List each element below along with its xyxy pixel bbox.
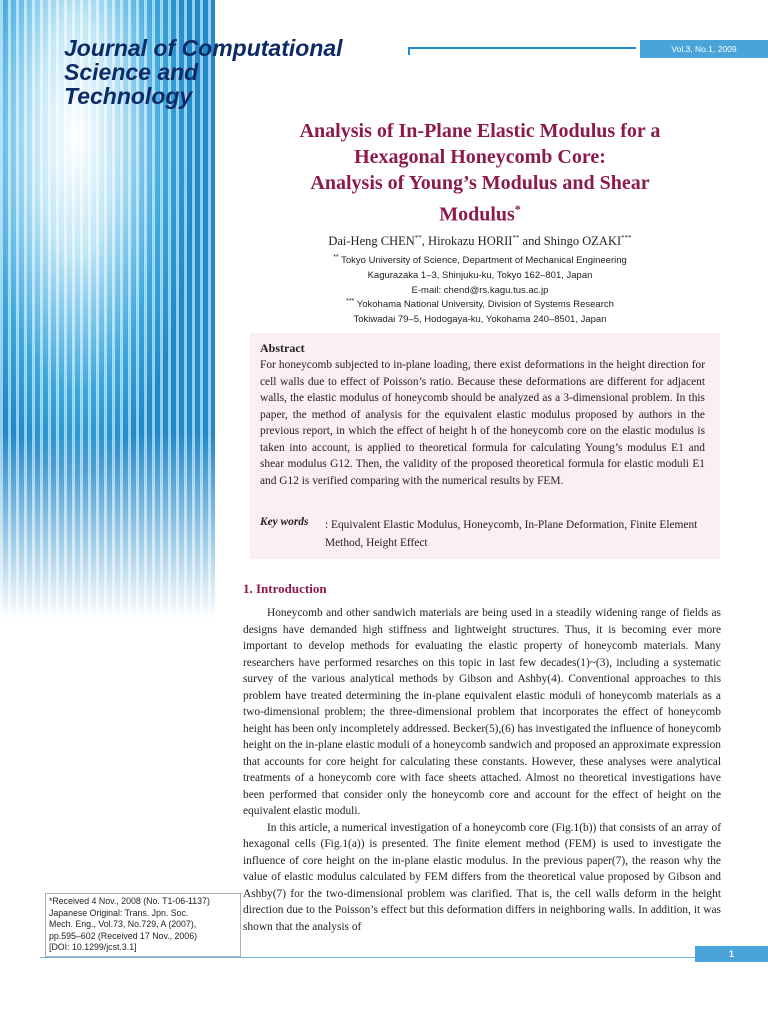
abstract-heading: Abstract <box>260 341 305 355</box>
header-rule <box>408 47 636 49</box>
paper-title <box>240 118 720 228</box>
footer-rule <box>40 957 695 958</box>
body-paragraph: In this article, a numerical investigation of a honeycomb core (Fig.1(b)) that consists of an array of hexagonal cells (Fig.1(a)) is presented. The finite element method (FEM) is used to investigate the influence of core height on the in-plane elastic modulus. In the previous paper(7), the reason why the value of elastic modulus calculated by FEM differs from the theoretical value proposed by Gibson and Ashby(7) for the two-dimensional problem was clarified. That is, the cell walls deform in the height direction due to the Poisson’s effect but this deformation differs in neighboring walls. In addition, it was shown that the analysis of <box>243 821 721 933</box>
affiliation-mark: ** <box>333 254 339 261</box>
paper-title-line: Analysis of Young’s Modulus and Shear <box>310 172 650 194</box>
keywords-label: Key words <box>260 516 309 528</box>
footnote-line: Mech. Eng., Vol.73, No.729, A (2007), <box>49 919 197 929</box>
paper-title-last: Modulus <box>439 203 515 226</box>
affiliation-email[interactable]: E-mail: chend@rs.kagu.tus.ac.jp <box>411 285 549 297</box>
affiliation-text: Tokyo University of Science, Department of Mechanical Engineering <box>341 255 627 267</box>
page-number: 1 <box>695 946 768 962</box>
author-name: Shingo OZAKI <box>543 234 622 249</box>
received-footnote <box>45 893 241 957</box>
body-paragraph: Honeycomb and other sandwich materials are being used in a steadily widening range of fields as designs have demanded high stiffness and lightweight structures. Thus, it is becoming ever more important to develop methods for evaluating the elastic property of honeycomb materials. Many researchers have performed resarches on this topic in last few decades(1)~(3), including a systematic survey of the various analytical methods by Gibson and Ashby(4). Conventional approaches to this problem have treated determining the in-plane equivalent elastic moduli of honeycomb materials as a two-dimensional problem; the three-dimensional problem that incorporates the effect of honeycomb height has been only incompletely addressed. Becker(5),(6) has investigated the influence of honeycomb height on the in-plane elastic moduli of a honeycomb sandwich and proposed an approximate expression that accounts for core height for calculating these constants. However, these analyses were analytical treatments of a honeycomb core with face sheets attached. Almost no theoretical investigations have been performed that consider only the honeycomb core and account for the effect of height on the equivalent elastic moduli. <box>243 607 721 817</box>
author-list: Dai-Heng CHEN**, Hirokazu HORII** and Shingo OZAKI*** <box>328 234 632 249</box>
journal-title-line: Journal of Computational <box>64 35 343 61</box>
intro-body <box>243 605 721 935</box>
author-mark: *** <box>621 234 632 242</box>
author-conjunction: and <box>522 234 541 249</box>
affiliation-line <box>240 294 720 312</box>
affiliation-text: Yokohama National University, Division of Systems Research <box>356 299 614 311</box>
section-heading: 1. Introduction <box>243 581 327 596</box>
author-mark: ** <box>414 234 422 242</box>
title-footnote-mark: * <box>514 202 521 216</box>
affiliation-line <box>240 250 720 268</box>
footnote-line: Japanese Original: Trans. Jpn. Soc. <box>49 907 189 918</box>
footnote-line: *Received 4 Nov., 2008 (No. T1-06-1137) <box>49 896 210 906</box>
journal-title <box>64 36 343 108</box>
affiliation-line: Tokiwadai 79–5, Hodogaya-ku, Yokohama 240–8501, Japan <box>353 314 607 326</box>
author-mark: ** <box>512 234 520 242</box>
keywords-text: : Equivalent Elastic Modulus, Honeycomb, In-Plane Deformation, Finite Element Method, Height Effect <box>325 519 698 549</box>
footnote-line: pp.595–602 (Received 17 Nov., 2006) <box>49 930 198 941</box>
header-rule-tick <box>408 47 410 55</box>
volume-badge: Vol.3, No.1, 2009 <box>640 40 768 58</box>
paper-title-line <box>240 196 720 228</box>
affiliation-2 <box>240 294 720 327</box>
paper-title-line: Analysis of In-Plane Elastic Modulus for a <box>299 120 661 142</box>
footnote-doi[interactable]: [DOI: 10.1299/jcst.3.1] <box>49 942 137 952</box>
journal-title-line: Science and <box>64 59 199 85</box>
author-name: Dai-Heng CHEN <box>328 234 415 249</box>
affiliation-1 <box>240 250 720 298</box>
author-name: Hirokazu HORII <box>428 234 513 249</box>
abstract-text: For honeycomb subjected to in-plane loading, there exist deformations in the height direction for cell walls due to effect of Poisson’s ratio. Because these deformations are different for adjacent walls, the elastic modulus of honeycomb should be analyzed as a 3-dimensional problem. In this paper, the method of analysis for the equivalent elastic modulus proposed by authors in the previous report, in which the effect of height h of the honeycomb core on the elastic modulus is taken into account, is applied to theoretical formula for calculating Young’s modulus E1 and shear modulus G12. Then, the validity of the proposed theoretical formula for elastic moduli E1 and G12 is verified comparing with the numerical results by FEM. <box>260 359 705 487</box>
affiliation-line: Kagurazaka 1–3, Shinjuku-ku, Tokyo 162–801, Japan <box>367 270 593 282</box>
affiliation-mark: *** <box>346 298 355 305</box>
journal-title-line: Technology <box>64 83 193 109</box>
paper-title-line: Hexagonal Honeycomb Core: <box>354 146 606 168</box>
